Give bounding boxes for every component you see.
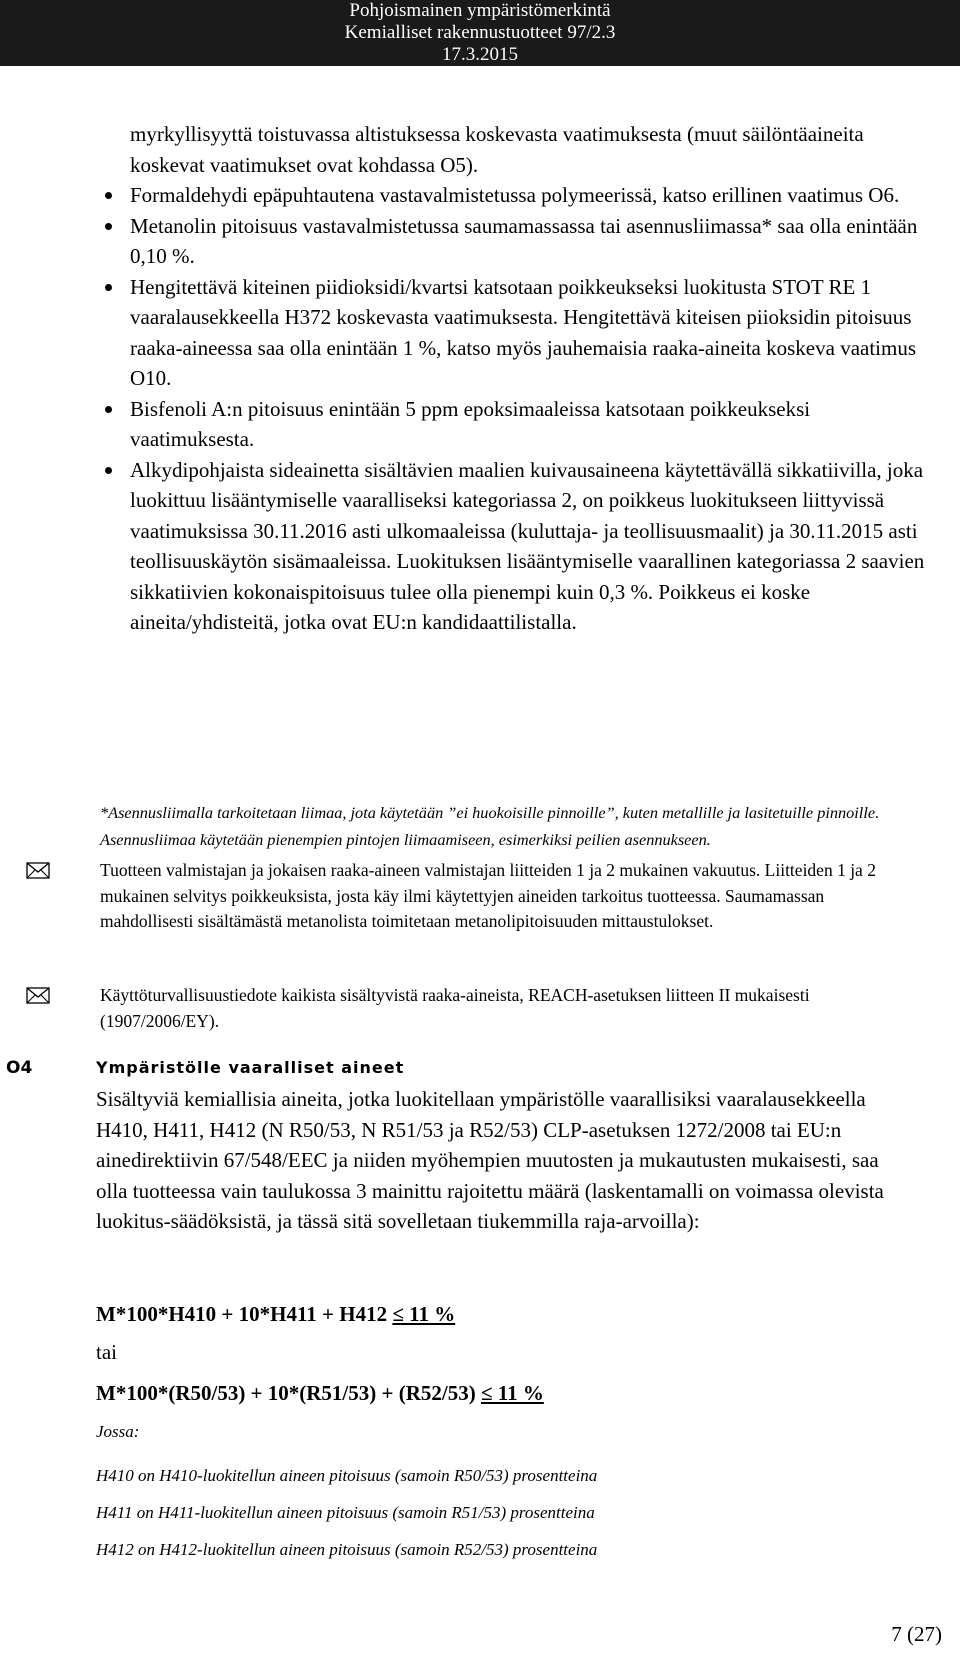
header-program-title: Pohjoismainen ympäristömerkintä	[349, 0, 611, 21]
list-item: Alkydipohjaista sideainetta sisältävien maalien kuivausaineena käytettävällä sikkatiivilla, joka luokittuu lisääntymiselle vaaralliseksi kategoriassa 2, on poikkeus luokitukseen liittyvissä vaatimuksissa 30.11.2016 asti ulkomaaleissa (kuluttaja- ja teollisuusmaalit) ja 30.11.2015 asti teollisuuskäytön sisämaaleissa. Luokituksen lisääntymiselle vaarallinen kategoriassa 2 saavien sikkatiivien kokonaispitoisuus tulee olla pienempi kuin 0,3 %. Poikkeus ei koske aineita/yhdisteitä, jotka ovat EU:n kandidaattilistalla.	[100, 455, 930, 638]
document-header	[0, 0, 960, 66]
requirement-title: Ympäristölle vaaralliset aineet	[96, 1058, 405, 1077]
formula-h-statements	[96, 1302, 455, 1327]
list-item: Metanolin pitoisuus vastavalmistetussa saumamassassa tai asennusliimassa* saa olla enintään 0,10 %.	[100, 211, 930, 272]
requirement-id: O4	[6, 1058, 33, 1078]
formula-r-phrases	[96, 1381, 544, 1406]
exceptions-list	[100, 119, 930, 638]
envelope-icon	[26, 985, 50, 1005]
header-date: 17.3.2015	[442, 44, 518, 65]
verification-requirement-declaration: Tuotteen valmistajan ja jokaisen raaka-aineen valmistajan liitteiden 1 ja 2 mukainen vakuutus. Liitteiden 1 ja 2 mukainen selvitys poikkeuksista, josta käy ilmi käytettyjen aineiden tarkoitus tuotteessa. Saumamassan mahdollisesti sisältämästä metanolista toimitetaan metanolipitoisuuden mittaustulokset.	[100, 860, 876, 931]
requirement-body: Sisältyviä kemiallisia aineita, jotka luokitellaan ympäristölle vaarallisiksi vaaralausekkeella H410, H411, H412 (N R50/53, N R51/53 ja R52/53) CLP-asetuksen 1272/2008 tai EU:n ainedirektiivin 67/548/EEC ja niiden myöhempien muutosten ja mukautusten mukaisesti, saa olla tuotteessa vain taulukossa 3 mainittu rajoitettu määrä (laskentamalli on voimassa olevista luokitus-säädöksistä, ja tässä sitä sovelletaan tiukemmilla raja-arvoilla):	[96, 1087, 884, 1233]
footnote: *Asennusliimalla tarkoitetaan liimaa, jota käytetään ”ei huokoisille pinnoille”, kuten metallille ja lasitetuille pinnoille. Asennusliimaa käytetään pienempien pintojen liimaamiseen, esimerkiksi peilien asennukseen.	[100, 803, 880, 849]
bullet-icon	[105, 406, 112, 413]
formula-expression: M*100*(R50/53) + 10*(R51/53) + (R52/53)	[96, 1381, 476, 1405]
formula-limit: ≤ 11 %	[480, 1381, 544, 1405]
page-number: 7 (27)	[891, 1622, 942, 1646]
list-item: Bisfenoli A:n pitoisuus enintään 5 ppm epoksimaaleissa katsotaan poikkeukseksi vaatimuksesta.	[100, 394, 930, 455]
verification-requirement-sds: Käyttöturvallisuustiedote kaikista sisältyvistä raaka-aineista, REACH-asetuksen liitteen II mukaisesti (1907/2006/EY).	[100, 985, 810, 1031]
definition-item: H411 on H411-luokitellun aineen pitoisuus (samoin R51/53) prosentteina	[96, 1503, 595, 1522]
definition-item: H410 on H410-luokitellun aineen pitoisuus (samoin R50/53) prosentteina	[96, 1466, 598, 1485]
envelope-icon	[26, 860, 50, 880]
formula-expression: M*100*H410 + 10*H411 + H412	[96, 1302, 388, 1326]
list-item: Formaldehydi epäpuhtautena vastavalmistetussa polymeerissä, katso erillinen vaatimus O6.	[100, 180, 930, 211]
definition-item: H412 on H412-luokitellun aineen pitoisuus (samoin R52/53) prosentteina	[96, 1540, 598, 1559]
formula-separator: tai	[96, 1340, 117, 1364]
bullet-icon	[105, 284, 112, 291]
list-continuation: myrkyllisyyttä toistuvassa altistuksessa koskevasta vaatimuksesta (muut säilöntäaineita koskevat vaatimukset ovat kohdassa O5).	[130, 122, 864, 177]
bullet-icon	[105, 192, 112, 199]
header-document-title: Kemialliset rakennustuotteet 97/2.3	[344, 22, 616, 43]
bullet-icon	[105, 467, 112, 474]
definitions-heading: Jossa:	[96, 1422, 140, 1441]
list-item: Hengitettävä kiteinen piidioksidi/kvartsi katsotaan poikkeukseksi luokitusta STOT RE 1 vaaralausekkeella H372 koskevasta vaatimuksesta. Hengitettävä kiteisen piioksidin pitoisuus raaka-aineessa saa olla enintään 1 %, katso myös jauhemaisia raaka-aineita koskeva vaatimus O10.	[100, 272, 930, 394]
bullet-icon	[105, 223, 112, 230]
formula-limit: ≤ 11 %	[392, 1302, 456, 1326]
